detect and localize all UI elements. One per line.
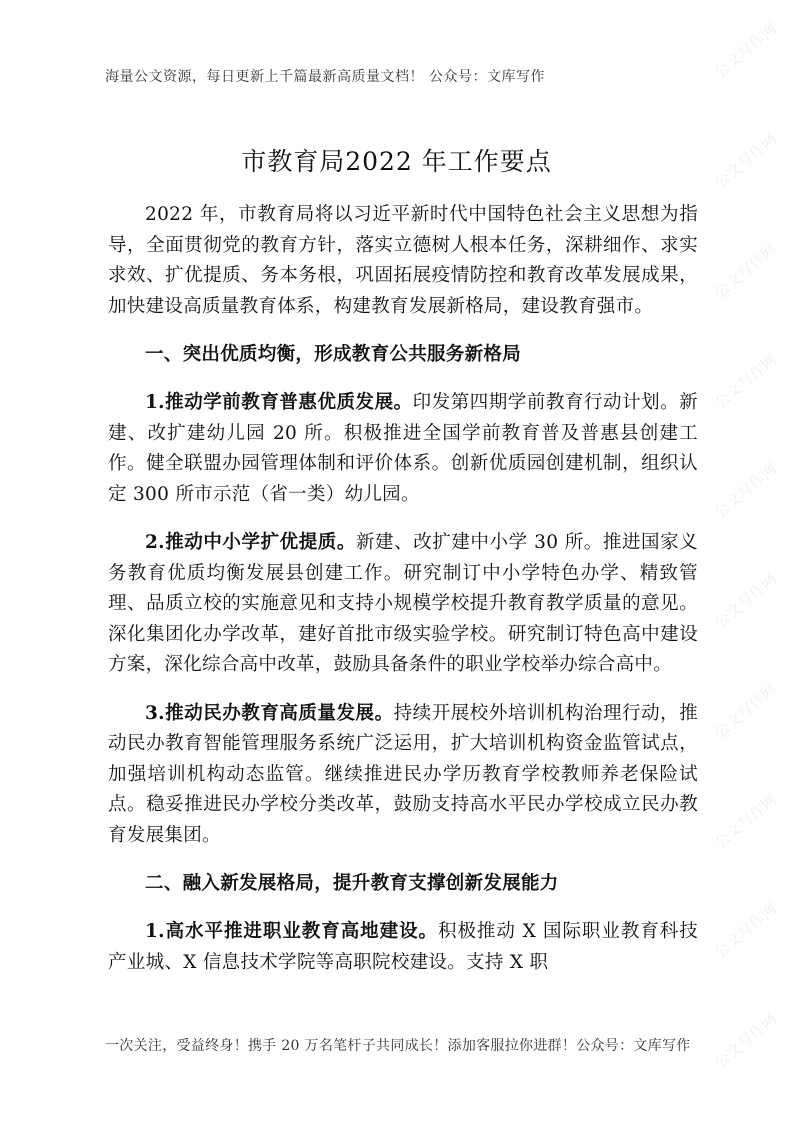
item-text: 积极推动 X 国际职业教育科技产业城、X 信息技术学院等高职院校建设。支持 X 职 bbox=[108, 921, 698, 973]
section-2-heading: 二、融入新发展格局，提升教育支撑创新发展能力 bbox=[145, 873, 559, 894]
item-text: 新建、改扩建中小学 30 所。推进国家义务教育优质均衡发展县创建工作。研究制订中小学特色办学、精致管理、品质立校的实施意见和支持小规模学校提升教育教学质量的意见。深化集团化办学改革，建好首批市级实验学校。研究制订特色高中建设方案，深化综合高中改革，鼓励具备条件的职业学校举办综合高中。 bbox=[108, 532, 698, 675]
item-lead: 1.推动学前教育普惠优质发展。 bbox=[145, 392, 413, 413]
header-note: 海量公文资源，每日更新上千篇最新高质量文档！ 公众号：文库写作 bbox=[105, 69, 545, 85]
watermark-text: 公文写作网 bbox=[711, 1009, 781, 1072]
item-text: 印发第四期学前教育行动计划。新建、改扩建幼儿园 20 所。积极推进全国学前教育普及普惠县创建工作。健全联盟办园管理体制和评价体系。创新优质园创建机制，组织认定 300 所市示范（省一类）幼儿园。 bbox=[108, 392, 698, 505]
watermark-text: 公文写作网 bbox=[711, 129, 781, 192]
intro-paragraph: 2022 年，市教育局将以习近平新时代中国特色社会主义思想为指导，全面贯彻党的教育方针，落实立德树人根本任务，深耕细作、求实求效、扩优提质、务本务根，巩固拓展疫情防控和教育改革发展成果，加快建设高质量教育体系，构建教育发展新格局，建设教育强市。 bbox=[108, 204, 698, 317]
watermark-text: 公文写作网 bbox=[711, 569, 781, 632]
watermark-text: 公文写作网 bbox=[711, 349, 781, 412]
watermark-text: 公文写作网 bbox=[711, 239, 781, 302]
section-1-item-3 bbox=[108, 699, 698, 852]
document-body bbox=[108, 200, 698, 996]
section-2-item-1 bbox=[108, 917, 698, 978]
item-lead: 2.推动中小学扩优提质。 bbox=[145, 532, 356, 553]
watermark-text: 公文写作网 bbox=[711, 19, 781, 82]
watermark-text: 公文写作网 bbox=[711, 679, 781, 742]
watermark-text: 公文写作网 bbox=[711, 459, 781, 522]
item-lead: 3.推动民办教育高质量发展。 bbox=[145, 702, 394, 724]
item-text: 持续开展校外培训机构治理行动，推动民办教育智能管理服务系统广泛运用，扩大培训机构资金监管试点，加强培训机构动态监管。继续推进民办学历教育学校教师养老保险试点。稳妥推进民办学校分类改革，鼓励支持高水平民办学校成立民办教育发展集团。 bbox=[108, 702, 699, 846]
item-lead: 1.高水平推进职业教育高地建设。 bbox=[145, 921, 438, 942]
section-1-item-1 bbox=[108, 388, 698, 510]
watermark-text: 公文写作网 bbox=[711, 899, 781, 962]
document-title: 市教育局2022 年工作要点 bbox=[241, 147, 552, 176]
footer-note: 一次关注，受益终身！携手 20 万名笔杆子共同成长！添加客服拉你进群！公众号：文库写作 bbox=[105, 1038, 691, 1054]
section-1-item-2 bbox=[108, 528, 698, 681]
section-1-heading: 一、突出优质均衡，形成教育公共服务新格局 bbox=[145, 344, 522, 365]
watermark-text: 公文写作网 bbox=[711, 789, 781, 852]
